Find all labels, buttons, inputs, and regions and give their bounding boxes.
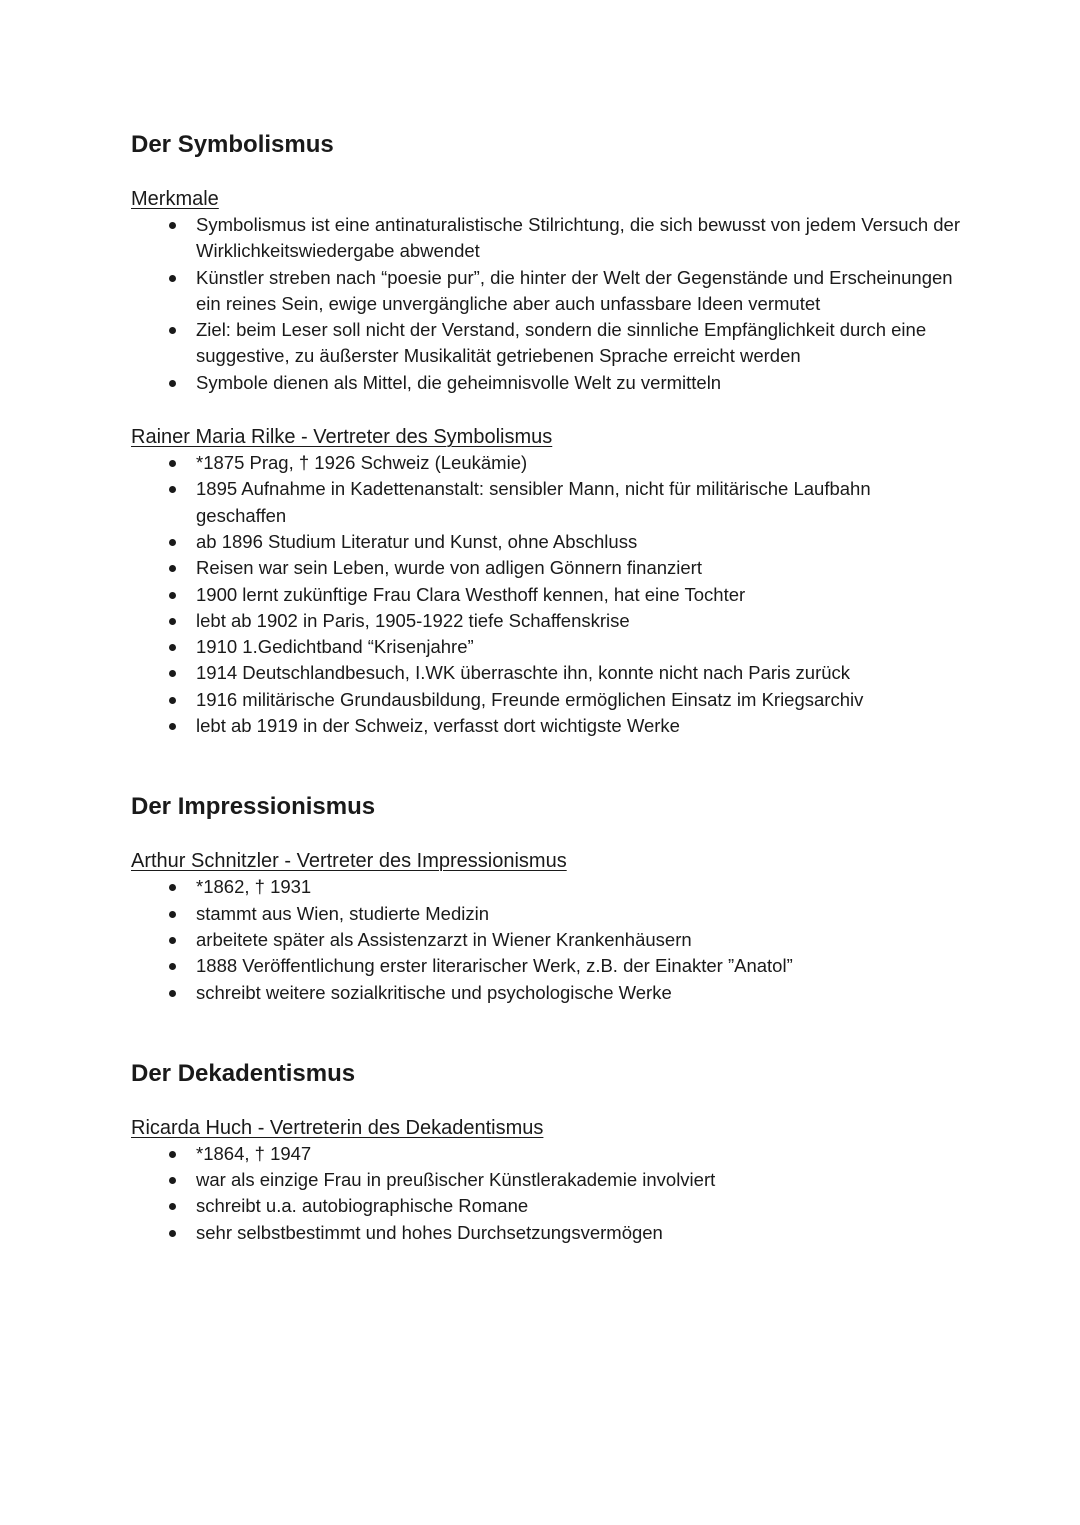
bullet-list — [131, 450, 961, 739]
section-heading: Der Impressionismus — [131, 793, 376, 821]
list-item: Symbole dienen als Mittel, die geheimnisvolle Welt zu vermitteln — [131, 370, 961, 396]
block-subtitle: Arthur Schnitzler - Vertreter des Impressionismus — [131, 850, 567, 873]
list-item: *1862, † 1931 — [131, 874, 961, 900]
block-subtitle: Rainer Maria Rilke - Vertreter des Symbolismus — [131, 426, 553, 449]
list-item: Ziel: beim Leser soll nicht der Verstand, sondern die sinnliche Empfänglichkeit durch eine suggestive, zu äußerster Musikalität getriebenen Sprache erreicht werden — [131, 317, 961, 370]
section-impressionismus — [131, 790, 961, 1005]
list-item: schreibt u.a. autobiographische Romane — [131, 1193, 961, 1219]
block-merkmale — [131, 186, 961, 396]
bullet-list — [131, 212, 961, 396]
bullet-list — [131, 1141, 961, 1246]
list-item: 1916 militärische Grundausbildung, Freunde ermöglichen Einsatz im Kriegsarchiv — [131, 687, 961, 713]
list-item: arbeitete später als Assistenzarzt in Wiener Krankenhäusern — [131, 927, 961, 953]
bullet-list — [131, 874, 961, 1005]
document-page — [131, 128, 961, 1246]
list-item: 1910 1.Gedichtband “Krisenjahre” — [131, 634, 961, 660]
section-symbolismus — [131, 128, 961, 739]
block-subtitle: Ricarda Huch - Vertreterin des Dekadentismus — [131, 1116, 544, 1139]
section-dekadentismus — [131, 1057, 961, 1246]
list-item: schreibt weitere sozialkritische und psychologische Werke — [131, 980, 961, 1006]
block-subtitle: Merkmale — [131, 188, 219, 210]
list-item: stammt aus Wien, studierte Medizin — [131, 901, 961, 927]
list-item: 1914 Deutschlandbesuch, I.WK überraschte ihn, konnte nicht nach Paris zurück — [131, 660, 961, 686]
list-item: war als einzige Frau in preußischer Künstlerakademie involviert — [131, 1167, 961, 1193]
section-heading: Der Dekadentismus — [131, 1059, 356, 1087]
list-item: 1895 Aufnahme in Kadettenanstalt: sensibler Mann, nicht für militärische Laufbahn geschaffen — [131, 476, 961, 529]
list-item: *1864, † 1947 — [131, 1141, 961, 1167]
block-huch — [131, 1115, 961, 1246]
list-item: Reisen war sein Leben, wurde von adligen Gönnern finanziert — [131, 555, 961, 581]
list-item: Künstler streben nach “poesie pur”, die hinter der Welt der Gegenstände und Erscheinungen ein reines Sein, ewige unvergängliche aber auch unfassbare Ideen vermutet — [131, 265, 961, 318]
list-item: lebt ab 1902 in Paris, 1905-1922 tiefe Schaffenskrise — [131, 608, 961, 634]
section-heading: Der Symbolismus — [131, 131, 334, 158]
list-item: 1888 Veröffentlichung erster literarischer Werk, z.B. der Einakter ”Anatol” — [131, 953, 961, 979]
list-item: Symbolismus ist eine antinaturalistische Stilrichtung, die sich bewusst von jedem Versuch der Wirklichkeitswiedergabe abwendet — [131, 212, 961, 265]
list-item: sehr selbstbestimmt und hohes Durchsetzungsvermögen — [131, 1220, 961, 1246]
list-item: ab 1896 Studium Literatur und Kunst, ohne Abschluss — [131, 529, 961, 555]
list-item: 1900 lernt zukünftige Frau Clara Westhoff kennen, hat eine Tochter — [131, 582, 961, 608]
block-schnitzler — [131, 848, 961, 1005]
block-rilke — [131, 424, 961, 739]
list-item: lebt ab 1919 in der Schweiz, verfasst dort wichtigste Werke — [131, 713, 961, 739]
list-item: *1875 Prag, † 1926 Schweiz (Leukämie) — [131, 450, 961, 476]
